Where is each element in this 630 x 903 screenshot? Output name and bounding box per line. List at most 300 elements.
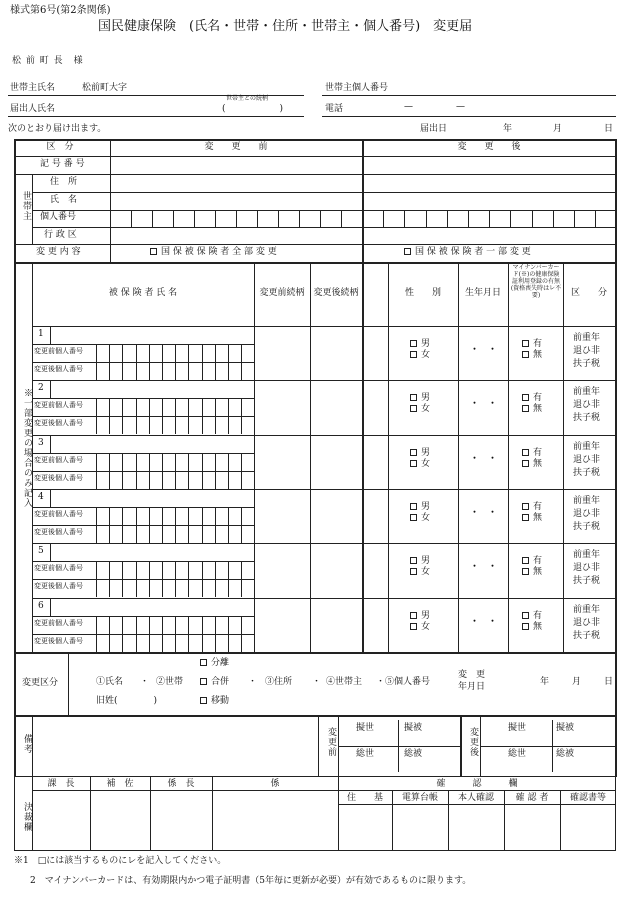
- checkbox-male[interactable]: [410, 340, 417, 347]
- number-box-divider: [188, 398, 189, 434]
- member-num-divider: [96, 507, 97, 543]
- sex-male[interactable]: [410, 340, 430, 350]
- number-box-divider: [175, 507, 176, 543]
- number-box-divider: [202, 453, 203, 489]
- number-box-divider: [215, 344, 216, 380]
- intro-text: 次のとおり届け出ます。: [8, 124, 107, 134]
- checkbox-male[interactable]: [410, 449, 417, 456]
- member-line: [32, 579, 254, 580]
- option-part-change[interactable]: [404, 248, 531, 258]
- checkbox-yes[interactable]: [522, 612, 529, 619]
- number-box-divider: [122, 453, 123, 489]
- checkbox-male[interactable]: [410, 612, 417, 619]
- yes-label: 有: [533, 502, 543, 512]
- checkbox-no[interactable]: [522, 405, 529, 412]
- number-box-divider: [149, 507, 150, 543]
- mynumber-no[interactable]: [522, 623, 542, 633]
- number-box-divider: [162, 453, 163, 489]
- sex-female[interactable]: [410, 514, 430, 524]
- checkbox-female[interactable]: [410, 568, 417, 575]
- number-box-divider: [122, 344, 123, 380]
- member-line: [32, 507, 254, 508]
- option-part-label: 国 保 被 保 険 者 一 部 変 更: [415, 247, 531, 257]
- number-box-divider: [228, 453, 229, 489]
- remarks-after-label: 変更後: [468, 727, 478, 757]
- no-label: 無: [533, 350, 543, 360]
- option-merge[interactable]: [200, 678, 229, 688]
- number-box-divider: [278, 210, 279, 227]
- member-row-number: 3: [38, 438, 44, 448]
- option-number: ・⑤個人番号: [376, 677, 431, 687]
- option-name: ①氏名: [96, 677, 124, 687]
- member-num-divider: [50, 489, 51, 507]
- number-box-divider: [574, 210, 575, 227]
- kubun-line: 前重年: [573, 387, 601, 397]
- member-row-border: [32, 543, 616, 544]
- confirm-densan: 電算台帳: [401, 793, 438, 803]
- number-box-divider: [162, 561, 163, 597]
- number-box-divider: [122, 507, 123, 543]
- member-row-number: 2: [38, 383, 44, 393]
- addressee: 松 前 町 長 様: [12, 56, 84, 66]
- female-label: 女: [421, 404, 431, 414]
- number-box-divider: [241, 453, 242, 489]
- number-box-divider: [228, 398, 229, 434]
- number-box-divider: [241, 344, 242, 380]
- mynumber-yes[interactable]: [522, 449, 542, 459]
- dot-2: ・: [248, 677, 258, 687]
- birth-date-field[interactable]: ・ ・: [470, 562, 498, 572]
- kubun-line: 前重年: [573, 496, 601, 506]
- checkbox-female[interactable]: [410, 460, 417, 467]
- mynumber-no[interactable]: [522, 405, 542, 415]
- checkbox-merge[interactable]: [200, 678, 207, 685]
- member-row-border: [32, 435, 616, 436]
- no-label: 無: [533, 567, 543, 577]
- number-box-divider: [202, 344, 203, 380]
- option-all-change[interactable]: [150, 248, 277, 258]
- kubun-line: 退ひ非: [573, 455, 601, 465]
- household-label: 世帯主: [21, 191, 31, 221]
- checkbox-yes[interactable]: [522, 557, 529, 564]
- before-number-label: 変更前個人番号: [34, 619, 83, 627]
- number-box-divider: [136, 561, 137, 597]
- kubun-line: 扶子税: [573, 413, 601, 423]
- before-number-label: 変更前個人番号: [34, 347, 83, 355]
- mynumber-no[interactable]: [522, 514, 542, 524]
- col-before: 変 更 前: [204, 142, 268, 152]
- kubun-line: 退ひ非: [573, 346, 601, 356]
- member-row-number: 5: [38, 546, 44, 556]
- member-line: [32, 634, 254, 635]
- number-box-divider: [241, 616, 242, 652]
- member-num-divider: [96, 561, 97, 597]
- yes-label: 有: [533, 448, 543, 458]
- male-label: 男: [421, 339, 431, 349]
- number-box-divider: [215, 398, 216, 434]
- checkbox-yes[interactable]: [522, 449, 529, 456]
- number-box-divider: [228, 616, 229, 652]
- after-number-label: 変更後個人番号: [34, 582, 83, 590]
- date-day: 日: [604, 124, 614, 134]
- kubun-line: 前重年: [573, 605, 601, 615]
- h-sex: 性 別: [404, 288, 441, 298]
- col-after: 変 更 後: [457, 142, 521, 152]
- member-row-border: [32, 380, 616, 381]
- number-box-divider: [241, 561, 242, 597]
- date-year: 年: [503, 124, 513, 134]
- number-box-divider: [215, 210, 216, 227]
- option-household: ②世帯: [156, 677, 184, 687]
- member-num-divider: [50, 598, 51, 616]
- yes-label: 有: [533, 611, 543, 621]
- member-line: [32, 616, 254, 617]
- member-row-border: [32, 598, 616, 599]
- birth-date-field[interactable]: ・ ・: [470, 399, 498, 409]
- number-box-divider: [202, 507, 203, 543]
- number-box-divider: [194, 210, 195, 227]
- number-box-divider: [228, 561, 229, 597]
- before-gise: 擬世: [356, 723, 375, 733]
- number-box-divider: [109, 616, 110, 652]
- number-box-divider: [188, 561, 189, 597]
- number-box-divider: [149, 344, 150, 380]
- sex-female[interactable]: [410, 405, 430, 415]
- number-box-divider: [257, 210, 258, 227]
- note-1: ※1 □には該当するものにレを記入してください。: [14, 856, 227, 866]
- female-label: 女: [421, 350, 431, 360]
- checkbox-no[interactable]: [522, 351, 529, 358]
- checkbox-male[interactable]: [410, 557, 417, 564]
- phone-dash-2: —: [456, 102, 465, 112]
- mynumber-yes[interactable]: [522, 557, 542, 567]
- male-label: 男: [421, 611, 431, 621]
- option-address: ③住所: [265, 677, 293, 687]
- female-label: 女: [421, 622, 431, 632]
- member-num-divider: [96, 453, 97, 489]
- birth-date-field[interactable]: ・ ・: [470, 617, 498, 627]
- checkbox-female[interactable]: [410, 514, 417, 521]
- date-month: 月: [553, 124, 563, 134]
- householder-name-value[interactable]: 松前町大字: [82, 83, 128, 93]
- number-box-divider: [109, 398, 110, 434]
- number-box-divider: [202, 616, 203, 652]
- number-box-divider: [510, 210, 511, 227]
- member-num-divider: [96, 398, 97, 434]
- after-sohi: 総被: [556, 749, 575, 759]
- number-box-divider: [149, 398, 150, 434]
- kubun-line: 退ひ非: [573, 563, 601, 573]
- change-day: 日: [604, 677, 614, 687]
- no-label: 無: [533, 513, 543, 523]
- change-date-label-1: 変 更: [458, 670, 486, 680]
- number-box-divider: [228, 344, 229, 380]
- kubun-line: 扶子税: [573, 631, 601, 641]
- kubun-line: 前重年: [573, 333, 601, 343]
- member-line: [32, 398, 254, 399]
- checkbox-move[interactable]: [200, 697, 207, 704]
- dot-1: ・: [140, 677, 150, 687]
- male-label: 男: [421, 556, 431, 566]
- option-move[interactable]: [200, 697, 229, 707]
- male-label: 男: [421, 502, 431, 512]
- number-box-divider: [215, 616, 216, 652]
- approval-hosa: 補 佐: [106, 779, 134, 789]
- number-box-divider: [173, 210, 174, 227]
- mynumber-yes[interactable]: [522, 340, 542, 350]
- number-box-divider: [241, 398, 242, 434]
- member-line: [32, 453, 254, 454]
- no-label: 無: [533, 404, 543, 414]
- option-merge-label: 合併: [211, 677, 230, 687]
- confirm-kakuninsha: 確 認 者: [515, 793, 549, 803]
- after-number-label: 変更後個人番号: [34, 637, 83, 645]
- number-box-divider: [109, 561, 110, 597]
- number-box-divider: [122, 561, 123, 597]
- member-num-divider: [50, 435, 51, 453]
- checkbox-male[interactable]: [410, 394, 417, 401]
- number-box-divider: [215, 507, 216, 543]
- mynumber-no[interactable]: [522, 351, 542, 361]
- after-number-label: 変更後個人番号: [34, 528, 83, 536]
- member-num-divider: [96, 616, 97, 652]
- no-label: 無: [533, 622, 543, 632]
- option-move-label: 移動: [211, 696, 230, 706]
- number-box-divider: [122, 616, 123, 652]
- h-name: 被 保 険 者 氏 名: [108, 288, 178, 298]
- number-box-divider: [236, 210, 237, 227]
- number-box-divider: [299, 210, 300, 227]
- checkbox-split[interactable]: [200, 659, 207, 666]
- number-box-divider: [109, 507, 110, 543]
- option-split[interactable]: [200, 659, 229, 669]
- number-box-divider: [175, 453, 176, 489]
- checkbox-all-change[interactable]: [150, 248, 157, 255]
- kubun-line: 前重年: [573, 550, 601, 560]
- householder-name-label: 世帯主氏名: [10, 83, 56, 93]
- sex-female[interactable]: [410, 623, 430, 633]
- approval-kakaricho: 係 長: [167, 779, 195, 789]
- change-month: 月: [572, 677, 582, 687]
- before-sohi: 総被: [404, 749, 423, 759]
- number-box-divider: [162, 344, 163, 380]
- h-kubun: 区 分: [570, 288, 607, 298]
- form-number: 様式第6号(第2条関係): [10, 5, 111, 16]
- number-box-divider: [162, 398, 163, 434]
- row-kigo: 記 号 番 号: [40, 159, 85, 169]
- remarks-label: 備考: [22, 734, 32, 754]
- date-label: 届出日: [420, 124, 448, 134]
- yes-label: 有: [533, 393, 543, 403]
- member-line: [32, 525, 254, 526]
- number-box-divider: [152, 210, 153, 227]
- mynumber-yes[interactable]: [522, 503, 542, 513]
- number-box-divider: [489, 210, 490, 227]
- kubun-line: 扶子税: [573, 522, 601, 532]
- row-address: 住 所: [50, 177, 78, 187]
- checkbox-no[interactable]: [522, 623, 529, 630]
- member-row-number: 6: [38, 601, 44, 611]
- approval-label: 決裁欄: [22, 802, 32, 832]
- number-box-divider: [162, 507, 163, 543]
- approval-kacho: 課 長: [47, 779, 75, 789]
- change-year: 年: [540, 677, 550, 687]
- member-row-number: 4: [38, 492, 44, 502]
- checkbox-no[interactable]: [522, 568, 529, 575]
- checkbox-female[interactable]: [410, 405, 417, 412]
- checkbox-yes[interactable]: [522, 394, 529, 401]
- female-label: 女: [421, 459, 431, 469]
- checkbox-yes[interactable]: [522, 503, 529, 510]
- member-row-number: 1: [38, 329, 44, 339]
- male-label: 男: [421, 393, 431, 403]
- member-num-divider: [50, 326, 51, 344]
- number-box-divider: [136, 507, 137, 543]
- after-number-label: 変更後個人番号: [34, 474, 83, 482]
- mynumber-yes[interactable]: [522, 612, 542, 622]
- h-rel-before: 変更前続柄: [259, 288, 305, 298]
- old-name-field[interactable]: 旧姓( ): [96, 696, 158, 706]
- after-gihi: 擬被: [556, 723, 575, 733]
- number-box-divider: [109, 344, 110, 380]
- checkbox-female[interactable]: [410, 351, 417, 358]
- submitter-label: 届出人氏名: [10, 104, 56, 114]
- row-number: 個人番号: [40, 212, 77, 222]
- before-number-label: 変更前個人番号: [34, 401, 83, 409]
- phone-label: 電話: [325, 104, 344, 114]
- checkbox-female[interactable]: [410, 623, 417, 630]
- number-box-divider: [175, 344, 176, 380]
- page-title: 国民健康保険 (氏名・世帯・住所・世帯主・個人番号) 変更届: [98, 19, 473, 34]
- yes-label: 有: [533, 556, 543, 566]
- sex-female[interactable]: [410, 351, 430, 361]
- kubun-line: 退ひ非: [573, 618, 601, 628]
- number-box-divider: [404, 210, 405, 227]
- number-box-divider: [215, 561, 216, 597]
- member-num-divider: [50, 380, 51, 398]
- number-box-divider: [175, 561, 176, 597]
- mynumber-no[interactable]: [522, 460, 542, 470]
- dot-3: ・: [312, 677, 322, 687]
- number-box-divider: [175, 616, 176, 652]
- birth-date-field[interactable]: ・ ・: [470, 508, 498, 518]
- number-box-divider: [202, 398, 203, 434]
- number-box-divider: [595, 210, 596, 227]
- sex-male[interactable]: [410, 612, 430, 622]
- number-box-divider: [447, 210, 448, 227]
- number-box-divider: [188, 616, 189, 652]
- row-content: 変 更 内 容: [36, 247, 81, 257]
- after-gise: 擬世: [508, 723, 527, 733]
- number-box-divider: [383, 210, 384, 227]
- number-box-divider: [149, 616, 150, 652]
- before-sose: 総世: [356, 749, 375, 759]
- checkbox-part-change[interactable]: [404, 248, 411, 255]
- kubun-line: 扶子税: [573, 468, 601, 478]
- number-box-divider: [241, 507, 242, 543]
- phone-dash-1: —: [404, 102, 413, 112]
- number-box-divider: [162, 616, 163, 652]
- mynumber-no[interactable]: [522, 568, 542, 578]
- birth-date-field[interactable]: ・ ・: [470, 345, 498, 355]
- option-all-label: 国 保 被 保 険 者 全 部 変 更: [161, 247, 277, 257]
- row-name: 氏 名: [50, 195, 78, 205]
- mynumber-yes[interactable]: [522, 394, 542, 404]
- relation-field[interactable]: ( ): [222, 104, 284, 114]
- note-2: 2 マイナンバーカードは、有効期限内かつ電子証明書（5年毎に更新が必要）が有効であるものに限ります。: [30, 876, 472, 886]
- checkbox-yes[interactable]: [522, 340, 529, 347]
- checkbox-no[interactable]: [522, 514, 529, 521]
- row-district: 行 政 区: [44, 230, 77, 240]
- option-head: ④世帯主: [326, 677, 363, 687]
- phone-underline: [322, 116, 616, 117]
- sex-male[interactable]: [410, 503, 430, 513]
- kubun-line: 退ひ非: [573, 400, 601, 410]
- female-label: 女: [421, 567, 431, 577]
- sex-female[interactable]: [410, 460, 430, 470]
- number-box-divider: [122, 398, 123, 434]
- householder-number-underline: [322, 95, 616, 96]
- confirm-honnin: 本人確認: [457, 793, 494, 803]
- member-line: [32, 471, 254, 472]
- number-box-divider: [136, 398, 137, 434]
- checkbox-no[interactable]: [522, 460, 529, 467]
- h-mynumber: マイナンバーカード(※)の健康保険証利用登録の有無(資格喪失時はレ不要): [510, 264, 562, 299]
- male-label: 男: [421, 448, 431, 458]
- member-line: [32, 344, 254, 345]
- sex-female[interactable]: [410, 568, 430, 578]
- sex-male[interactable]: [410, 394, 430, 404]
- sex-male[interactable]: [410, 449, 430, 459]
- kubun-line: 扶子税: [573, 359, 601, 369]
- confirm-header: 確 認 欄: [436, 779, 518, 789]
- number-box-divider: [202, 561, 203, 597]
- kubun-line: 前重年: [573, 442, 601, 452]
- kubun-line: 扶子税: [573, 576, 601, 586]
- number-box-divider: [131, 210, 132, 227]
- col-kubun: 区 分: [46, 142, 74, 152]
- yes-label: 有: [533, 339, 543, 349]
- no-label: 無: [533, 459, 543, 469]
- checkbox-male[interactable]: [410, 503, 417, 510]
- h-birth: 生年月日: [464, 288, 501, 298]
- change-kubun-label: 変更区分: [22, 678, 59, 688]
- remarks-before-label: 変更前: [326, 727, 336, 757]
- number-box-divider: [188, 453, 189, 489]
- number-box-divider: [149, 561, 150, 597]
- number-box-divider: [109, 453, 110, 489]
- before-number-label: 変更前個人番号: [34, 456, 83, 464]
- number-box-divider: [426, 210, 427, 227]
- number-box-divider: [136, 344, 137, 380]
- before-number-label: 変更前個人番号: [34, 510, 83, 518]
- number-box-divider: [188, 344, 189, 380]
- number-box-divider: [228, 507, 229, 543]
- before-number-label: 変更前個人番号: [34, 564, 83, 572]
- number-box-divider: [215, 453, 216, 489]
- birth-date-field[interactable]: ・ ・: [470, 454, 498, 464]
- sex-male[interactable]: [410, 557, 430, 567]
- member-line: [32, 416, 254, 417]
- relation-label: 世帯主との続柄: [226, 95, 269, 102]
- member-num-divider: [96, 344, 97, 380]
- number-box-divider: [320, 210, 321, 227]
- member-row-border: [32, 489, 616, 490]
- number-box-divider: [553, 210, 554, 227]
- number-box-divider: [341, 210, 342, 227]
- h-rel-after: 変更後続柄: [313, 288, 359, 298]
- number-box-divider: [136, 453, 137, 489]
